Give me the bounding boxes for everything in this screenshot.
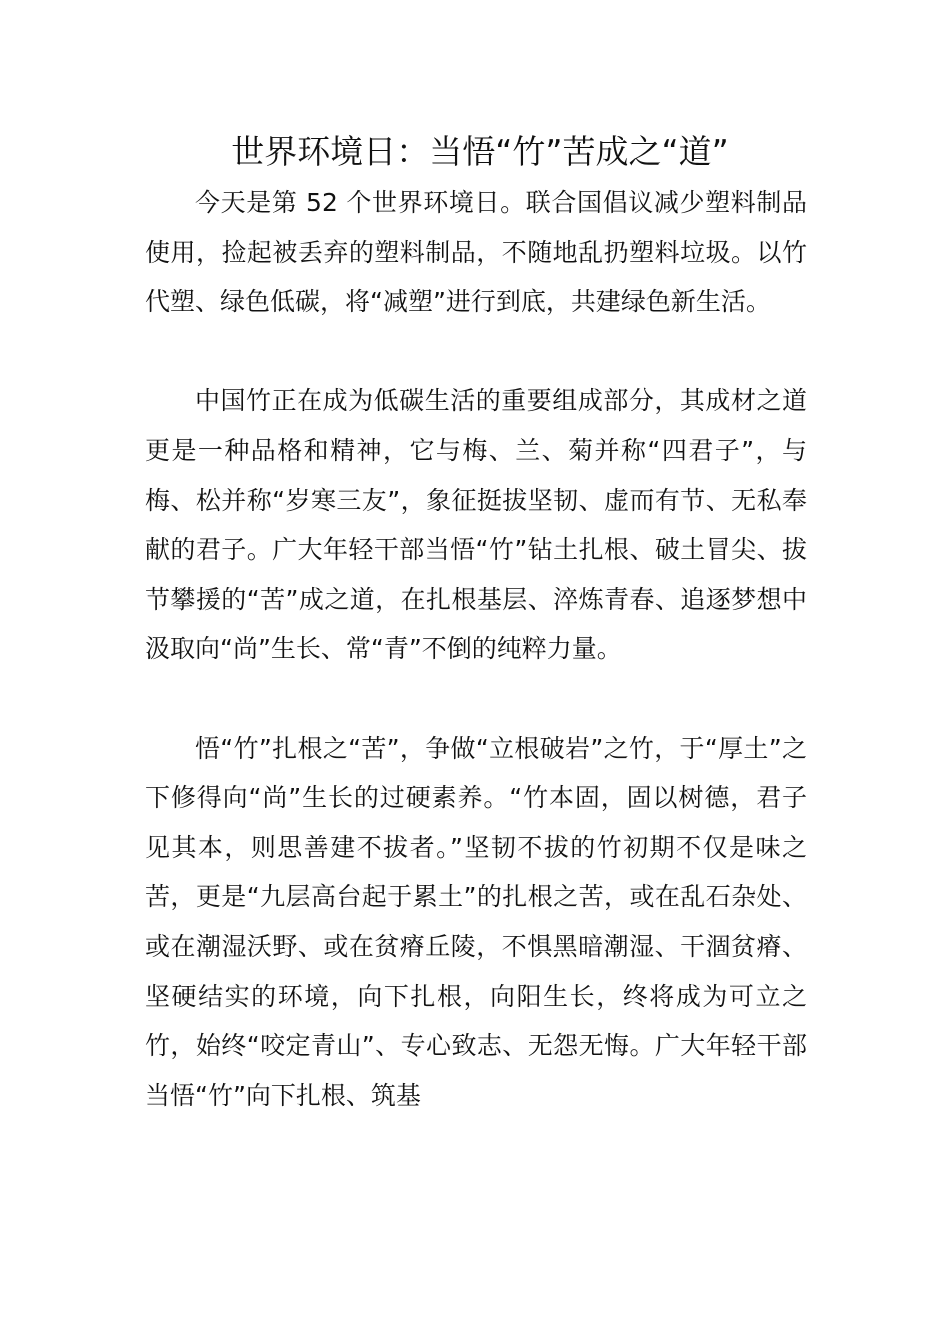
paragraph: 今天是第 52 个世界环境日。联合国倡议减少塑料制品使用，捡起被丢弃的塑料制品，不随地乱扔塑料垃圾。以竹代塑、绿色低碳，将“减塑”进行到底，共建绿色新生活。: [145, 188, 807, 317]
document-body: [145, 178, 807, 1120]
document-title: 世界环境日：当悟“竹”苦成之“道”: [231, 132, 729, 171]
paragraph: 悟“竹”扎根之“苦”，争做“立根破岩”之竹，于“厚土”之下修得向“尚”生长的过硬素养。“竹本固，固以树德，君子见其本，则思善建不拔者。”坚韧不拔的竹初期不仅是味之苦，更是“九层高台起于累土”的扎根之苦，或在乱石杂处、或在潮湿沃野、或在贫瘠丘陵，不惧黑暗潮湿、干涸贫瘠、坚硬结实的环境，向下扎根，向阳生长，终将成为可立之竹，始终“咬定青山”、专心致志、无怨无悔。广大年轻干部当悟“竹”向下扎根、筑基: [145, 733, 807, 1110]
paragraph: 中国竹正在成为低碳生活的重要组成部分，其成材之道更是一种品格和精神，它与梅、兰、菊并称“四君子”，与梅、松并称“岁寒三友”，象征挺拔坚韧、虚而有节、无私奉献的君子。广大年轻干部当悟“竹”钻土扎根、破土冒尖、拔节攀援的“苦”成之道，在扎根基层、淬炼青春、追逐梦想中汲取向“尚”生长、常“青”不倒的纯粹力量。: [145, 386, 807, 664]
